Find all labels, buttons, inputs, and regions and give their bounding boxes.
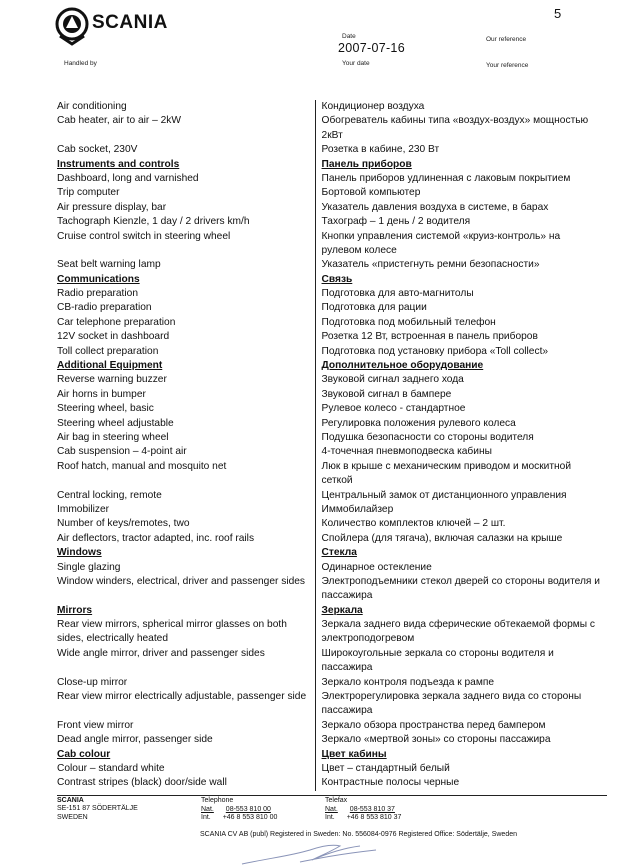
russian-cell: Зеркала bbox=[321, 604, 363, 616]
russian-cell: Регулировка положения рулевого колеса bbox=[321, 417, 516, 429]
russian-cell: Контрастные полосы черные bbox=[321, 777, 460, 789]
english-cell: Communications bbox=[57, 273, 316, 287]
tel-nat-label: Nat. bbox=[201, 805, 214, 813]
english-cell: Instruments and controls bbox=[57, 158, 316, 172]
russian-cell: Стекла bbox=[321, 547, 357, 559]
telefax-label: Telefax bbox=[325, 797, 348, 804]
english-cell: Air bag in steering wheel bbox=[57, 431, 316, 445]
fax-int-number: +46 8 553 810 37 bbox=[346, 814, 402, 822]
table-row bbox=[57, 172, 607, 186]
english-cell: Cab suspension – 4-point air bbox=[57, 445, 316, 459]
english-cell: Cab socket, 230V bbox=[57, 143, 316, 157]
russian-cell: Указатель «пристегнуть ремни безопасности» bbox=[321, 259, 540, 271]
table-row bbox=[57, 733, 607, 747]
table-row bbox=[57, 460, 607, 474]
table-row bbox=[57, 575, 607, 589]
english-cell: Trip computer bbox=[57, 186, 316, 200]
russian-cell: Тахограф – 1 день / 2 водителя bbox=[321, 216, 471, 228]
table-row bbox=[57, 244, 607, 258]
table-row bbox=[57, 143, 607, 157]
table-row bbox=[57, 402, 607, 416]
russian-cell: Электроподъемники стекол дверей со стороны водителя и bbox=[321, 575, 600, 587]
table-row bbox=[57, 388, 607, 402]
russian-cell: Подготовка под мобильный телефон bbox=[321, 316, 496, 328]
registration-note: SCANIA CV AB (publ) Registered in Sweden: No. 556084-0976 Registered Office: Södertälje, Sweden bbox=[200, 831, 517, 838]
russian-cell: Звуковой сигнал заднего хода bbox=[321, 374, 464, 386]
signature bbox=[240, 840, 380, 866]
english-cell: Steering wheel, basic bbox=[57, 402, 316, 416]
section-header-row bbox=[57, 748, 607, 762]
table-row bbox=[57, 776, 607, 790]
footer-divider bbox=[57, 795, 607, 796]
table-row bbox=[57, 762, 607, 776]
russian-cell: пассажира bbox=[321, 705, 373, 717]
tel-nat-number: 08-553 810 00 bbox=[225, 805, 271, 813]
russian-cell: Цвет – стандартный белый bbox=[321, 762, 450, 774]
table-row bbox=[57, 532, 607, 546]
english-cell bbox=[57, 704, 316, 718]
english-cell: Mirrors bbox=[57, 604, 316, 618]
russian-cell: 4-точечная пневмоподвеска кабины bbox=[321, 446, 492, 458]
russian-cell: Розетка 12 Вт, встроенная в панель приборов bbox=[321, 331, 538, 343]
russian-cell: сеткой bbox=[321, 475, 353, 487]
our-reference-label: Our reference bbox=[486, 36, 527, 43]
table-row bbox=[57, 301, 607, 315]
russian-cell: пассажира bbox=[321, 662, 373, 674]
russian-cell: 2кВт bbox=[321, 129, 343, 141]
table-row bbox=[57, 690, 607, 704]
russian-cell: Розетка в кабине, 230 Вт bbox=[321, 144, 440, 156]
english-cell: Seat belt warning lamp bbox=[57, 258, 316, 272]
russian-cell: Рулевое колесо - стандартное bbox=[321, 403, 466, 415]
russian-cell: Подготовка для авто-магнитолы bbox=[321, 288, 474, 300]
table-row bbox=[57, 215, 607, 229]
russian-cell: Указатель давления воздуха в системе, в барах bbox=[321, 201, 549, 213]
russian-cell: Люк в крыше с механическим приводом и москитной bbox=[321, 460, 572, 472]
section-header-row bbox=[57, 273, 607, 287]
english-cell: Radio preparation bbox=[57, 287, 316, 301]
russian-cell: рулевом колесе bbox=[321, 244, 397, 256]
english-cell bbox=[57, 474, 316, 488]
english-cell: Dead angle mirror, passenger side bbox=[57, 733, 316, 747]
specification-table bbox=[57, 100, 607, 791]
russian-cell: Кондиционер воздуха bbox=[321, 101, 425, 112]
table-row bbox=[57, 431, 607, 445]
english-cell: sides, electrically heated bbox=[57, 632, 316, 646]
table-row bbox=[57, 100, 607, 114]
section-header-row bbox=[57, 359, 607, 373]
english-cell: Dashboard, long and varnished bbox=[57, 172, 316, 186]
english-cell: Air pressure display, bar bbox=[57, 201, 316, 215]
table-row bbox=[57, 417, 607, 431]
russian-cell: Подготовка под установку прибора «Toll collect» bbox=[321, 345, 549, 357]
russian-cell: Электрорегулировка зеркала заднего вида со стороны bbox=[321, 691, 582, 703]
english-cell: Single glazing bbox=[57, 561, 316, 575]
table-row bbox=[57, 489, 607, 503]
fax-nat-number: 08-553 810 37 bbox=[349, 805, 395, 813]
english-cell: Cab colour bbox=[57, 748, 316, 762]
table-row bbox=[57, 330, 607, 344]
russian-cell: Подушка безопасности со стороны водителя bbox=[321, 431, 534, 443]
date-value: 2007-07-16 bbox=[338, 41, 405, 55]
fax-nat-label: Nat. bbox=[325, 805, 338, 813]
russian-cell: Панель приборов удлиненная с лаковым покрытием bbox=[321, 172, 571, 184]
table-row bbox=[57, 589, 607, 603]
russian-cell: Связь bbox=[321, 273, 353, 285]
russian-cell: Цвет кабины bbox=[321, 748, 387, 760]
russian-cell: Зеркало обзора пространства перед бампером bbox=[321, 719, 546, 731]
your-date-label: Your date bbox=[342, 60, 370, 67]
english-cell: Wide angle mirror, driver and passenger sides bbox=[57, 647, 316, 661]
page-number: 5 bbox=[554, 6, 562, 21]
english-cell: 12V socket in dashboard bbox=[57, 330, 316, 344]
english-cell bbox=[57, 244, 316, 258]
fax-int-label: Int. bbox=[325, 814, 335, 822]
english-cell: Air horns in bumper bbox=[57, 388, 316, 402]
english-cell: Cruise control switch in steering wheel bbox=[57, 230, 316, 244]
table-row bbox=[57, 676, 607, 690]
english-cell: CB-radio preparation bbox=[57, 301, 316, 315]
english-cell bbox=[57, 661, 316, 675]
section-header-row bbox=[57, 546, 607, 560]
english-cell: Windows bbox=[57, 546, 316, 560]
table-row bbox=[57, 287, 607, 301]
russian-cell: Подготовка для рации bbox=[321, 302, 427, 314]
english-cell: Close-up mirror bbox=[57, 676, 316, 690]
russian-cell: Дополнительное оборудование bbox=[321, 360, 484, 372]
english-cell: Toll collect preparation bbox=[57, 345, 316, 359]
english-cell bbox=[57, 589, 316, 603]
handled-by-label: Handled by bbox=[64, 60, 97, 67]
russian-cell: Центральный замок от дистанционного управления bbox=[321, 489, 567, 501]
table-row bbox=[57, 316, 607, 330]
table-row bbox=[57, 373, 607, 387]
table-row bbox=[57, 445, 607, 459]
table-row bbox=[57, 618, 607, 632]
english-cell: Steering wheel adjustable bbox=[57, 417, 316, 431]
table-row bbox=[57, 647, 607, 661]
table-row bbox=[57, 129, 607, 143]
table-row bbox=[57, 661, 607, 675]
english-cell: Immobilizer bbox=[57, 503, 316, 517]
english-cell: Colour – standard white bbox=[57, 762, 316, 776]
english-cell: Rear view mirror electrically adjustable, passenger side bbox=[57, 690, 316, 704]
english-cell: Roof hatch, manual and mosquito net bbox=[57, 460, 316, 474]
section-header-row bbox=[57, 158, 607, 172]
table-row bbox=[57, 230, 607, 244]
russian-cell: электроподогревом bbox=[321, 633, 415, 645]
english-cell: Contrast stripes (black) door/side wall bbox=[57, 776, 316, 790]
english-cell: Window winders, electrical, driver and passenger sides bbox=[57, 575, 316, 589]
english-cell: Car telephone preparation bbox=[57, 316, 316, 330]
russian-cell: Кнопки управления системой «круиз-контроль» на bbox=[321, 230, 561, 242]
russian-cell: Панель приборов bbox=[321, 158, 412, 170]
brand-name: SCANIA bbox=[92, 12, 168, 33]
table-row bbox=[57, 345, 607, 359]
table-row bbox=[57, 258, 607, 272]
russian-cell: Зеркало контроля подъезда к рампе bbox=[321, 676, 495, 688]
russian-cell: пассажира bbox=[321, 590, 373, 602]
table-row bbox=[57, 114, 607, 128]
russian-cell: Количество комплектов ключей – 2 шт. bbox=[321, 518, 506, 530]
tel-int-number: +46 8 553 810 00 bbox=[222, 814, 278, 822]
table-row bbox=[57, 719, 607, 733]
footer-country: SWEDEN bbox=[57, 813, 88, 821]
russian-cell: Зеркало «мертвой зоны» со стороны пассажира bbox=[321, 734, 551, 746]
russian-cell: Обогреватель кабины типа «воздух-воздух» мощностью bbox=[321, 115, 589, 127]
english-cell: Air deflectors, tractor adapted, inc. roof rails bbox=[57, 532, 316, 546]
table-row bbox=[57, 517, 607, 531]
table-row bbox=[57, 201, 607, 215]
english-cell: Front view mirror bbox=[57, 719, 316, 733]
table-row bbox=[57, 186, 607, 200]
telephone-label: Telephone bbox=[201, 797, 234, 804]
griffin-emblem-icon bbox=[54, 6, 90, 46]
table-row bbox=[57, 474, 607, 488]
english-cell: Air conditioning bbox=[57, 100, 316, 114]
table-row bbox=[57, 704, 607, 718]
russian-cell: Бортовой компьютер bbox=[321, 187, 421, 199]
english-cell: Rear view mirrors, spherical mirror glasses on both bbox=[57, 618, 316, 632]
russian-cell: Иммобилайзер bbox=[321, 503, 394, 515]
russian-cell: Зеркала заднего вида сферические обтекаемой формы с bbox=[321, 619, 596, 631]
english-cell bbox=[57, 129, 316, 143]
date-label: Date bbox=[342, 33, 356, 40]
table-row bbox=[57, 561, 607, 575]
english-cell: Number of keys/remotes, two bbox=[57, 517, 316, 531]
english-cell: Reverse warning buzzer bbox=[57, 373, 316, 387]
table-row bbox=[57, 503, 607, 517]
english-cell: Cab heater, air to air – 2kW bbox=[57, 114, 316, 128]
english-cell: Additional Equipment bbox=[57, 359, 316, 373]
russian-cell: Звуковой сигнал в бампере bbox=[321, 388, 452, 400]
footer-company: SCANIA bbox=[57, 797, 84, 804]
english-cell: Tachograph Kienzle, 1 day / 2 drivers km/h bbox=[57, 215, 316, 229]
english-cell: Central locking, remote bbox=[57, 489, 316, 503]
russian-cell: Спойлера (для тягача), включая салазки на крыше bbox=[321, 532, 563, 544]
russian-cell: Одинарное остекление bbox=[321, 561, 432, 573]
tel-int-label: Int. bbox=[201, 814, 211, 822]
russian-cell: Широкоугольные зеркала со стороны водителя и bbox=[321, 647, 554, 659]
section-header-row bbox=[57, 604, 607, 618]
footer-address: SE-151 87 SÖDERTÄLJE bbox=[57, 805, 138, 812]
table-row bbox=[57, 632, 607, 646]
your-reference-label: Your reference bbox=[486, 62, 529, 69]
